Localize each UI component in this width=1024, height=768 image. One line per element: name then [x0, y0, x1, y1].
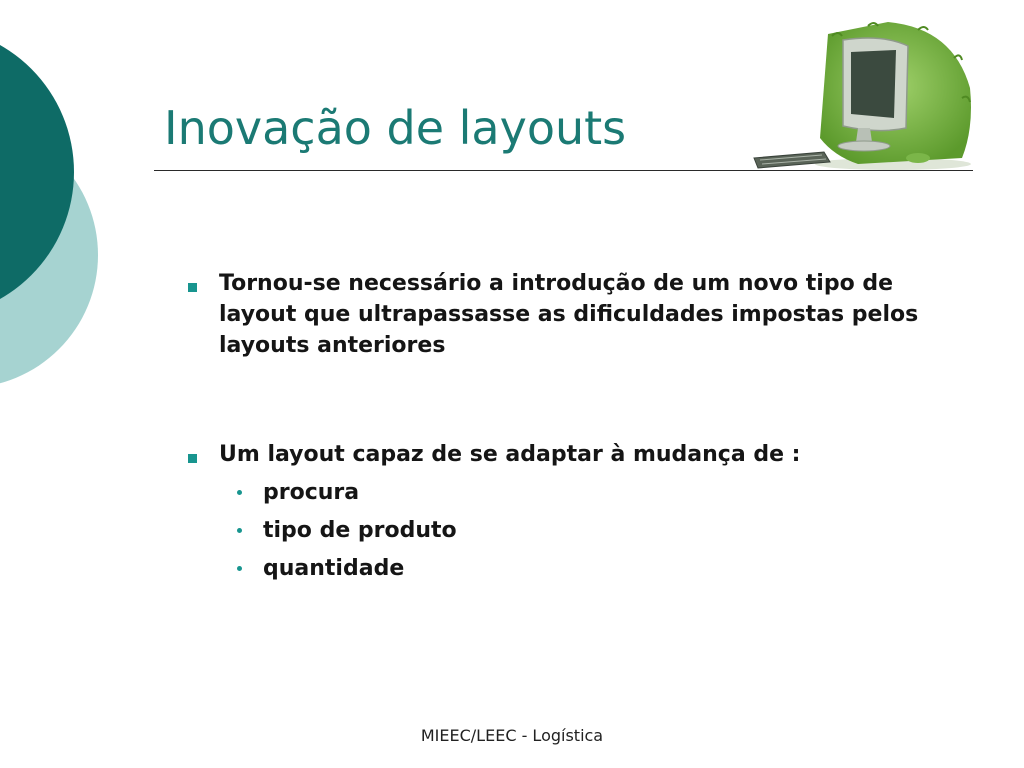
list-item — [185, 439, 975, 588]
sub-list-item — [219, 512, 975, 550]
slide-title: Inovação de layouts — [164, 101, 627, 155]
square-bullet-icon — [188, 283, 197, 292]
decorative-circles — [0, 0, 110, 410]
sub-list-item — [219, 474, 975, 512]
bullet-text: Um layout capaz de se adaptar à mudança de : — [219, 442, 801, 467]
dot-bullet-icon — [237, 528, 242, 533]
list-item — [185, 268, 975, 361]
sub-item-text: quantidade — [263, 556, 405, 581]
sub-list-item — [219, 550, 975, 588]
bullet-list — [185, 268, 975, 588]
slide-footer: MIEEC/LEEC - Logística — [420, 726, 604, 745]
sub-list — [219, 474, 975, 588]
title-divider — [154, 170, 973, 171]
square-bullet-icon — [188, 454, 197, 463]
dot-bullet-icon — [237, 490, 242, 495]
sub-item-text: tipo de produto — [263, 518, 457, 543]
dot-bullet-icon — [237, 566, 242, 571]
bullet-text: Tornou-se necessário a introdução de um novo tipo de layout que ultrapassasse as dificuldades impostas pelos layouts anteriores — [219, 271, 919, 358]
sub-item-text: procura — [263, 480, 360, 505]
grass-computer-illustration — [748, 18, 978, 174]
